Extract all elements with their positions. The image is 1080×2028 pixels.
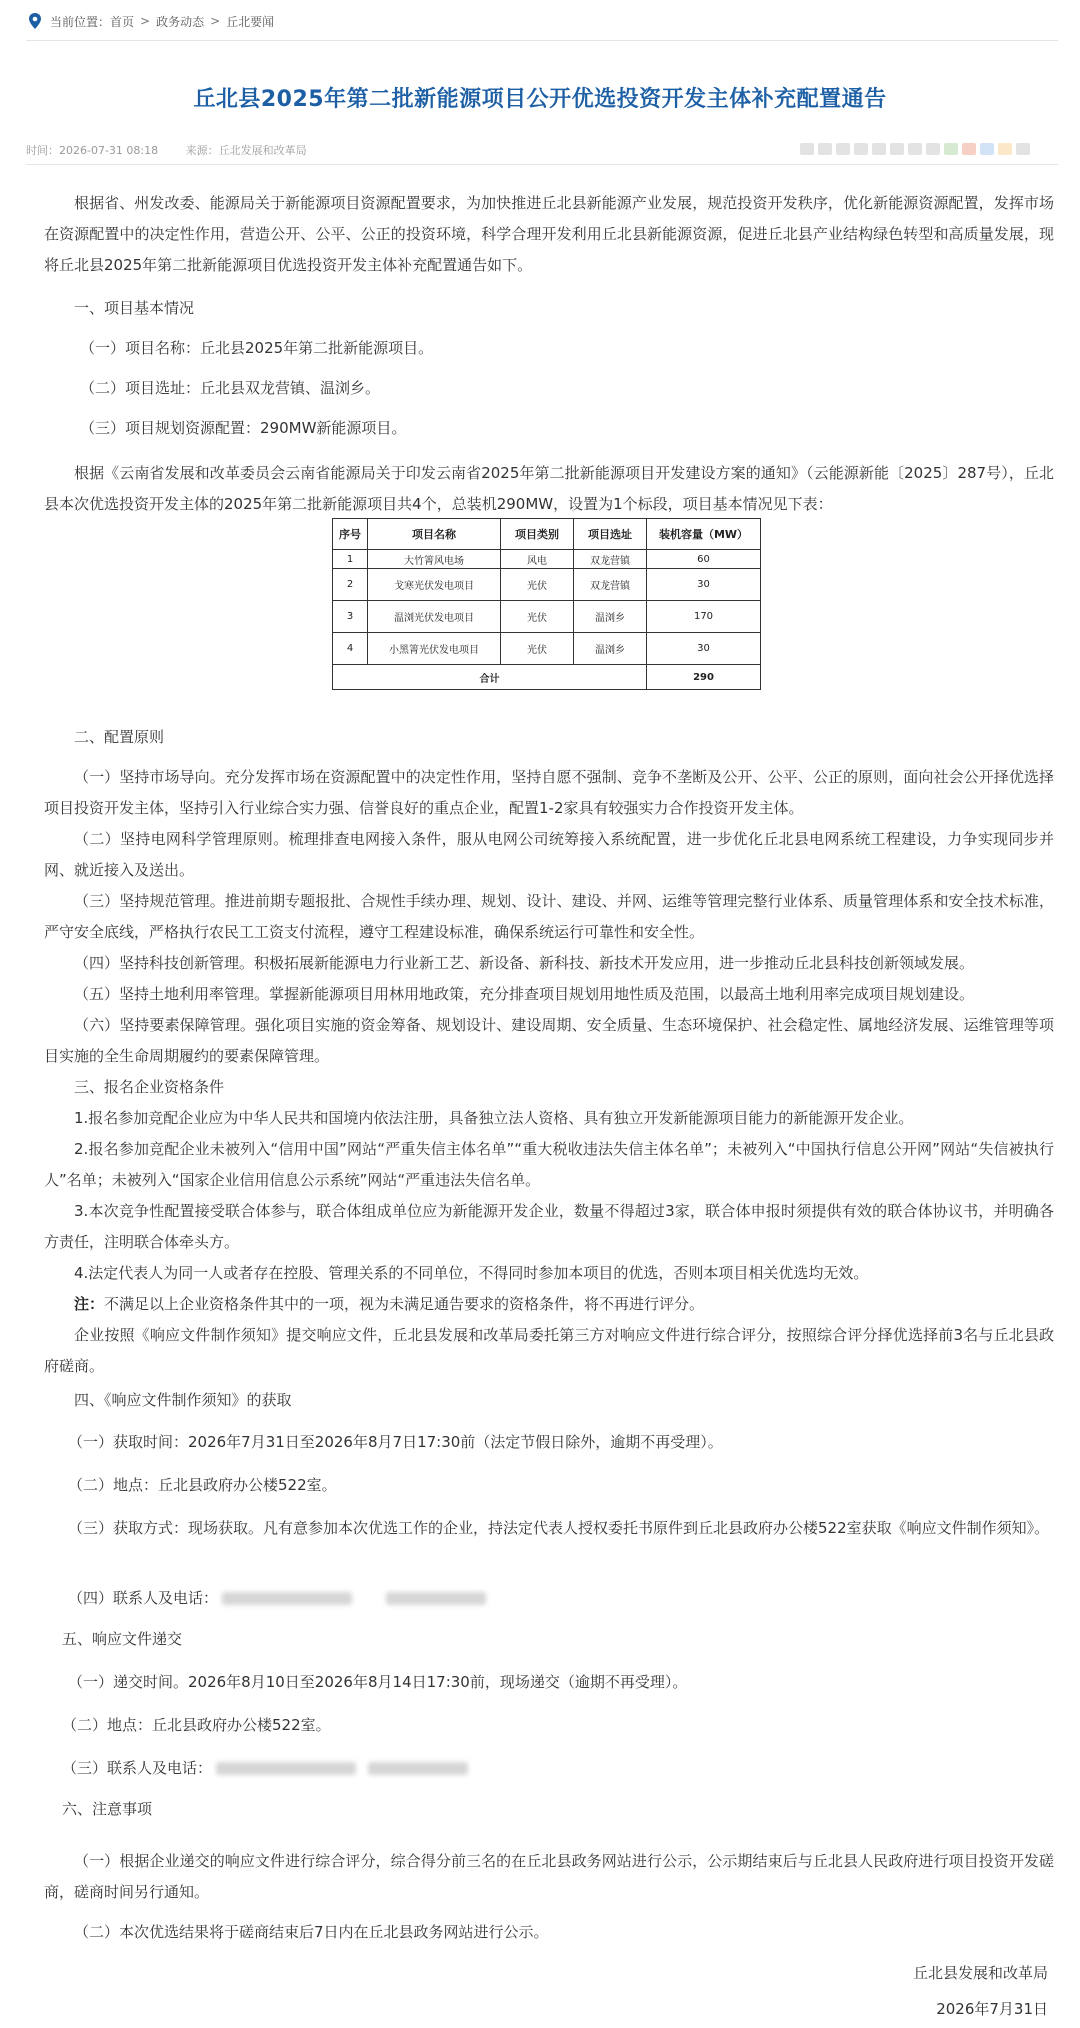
table-cell: 双龙营镇 [574, 569, 647, 601]
breadcrumb-news-link[interactable]: 政务动态 [156, 14, 205, 29]
paragraph: （二）地点：丘北县政府办公楼522室。 [68, 1476, 337, 1494]
paragraph: （三）获取方式：现场获取。凡有意参加本次优选工作的企业，持法定代表人授权委托书原件到丘北县政府办公楼522室获取《响应文件制作须知》。 [68, 1519, 1050, 1537]
page-title: 丘北县2025年第二批新能源项目公开优选投资开发主体补充配置通告 [193, 87, 887, 112]
breadcrumb-home-link[interactable]: 首页 [110, 14, 135, 29]
table-cell: 30 [647, 569, 761, 601]
table-total-row [333, 665, 761, 690]
section-heading: 一、项目基本情况 [74, 299, 195, 317]
table-header: 装机容量（MW） [647, 519, 761, 550]
table-cell: 小黑箐光伏发电项目 [368, 633, 501, 665]
share-icon[interactable] [818, 143, 832, 155]
intro-paragraph: 根据省、州发改委、能源局关于新能源项目资源配置要求，为加快推进丘北县新能源产业发展，规范投资开发秩序，优化新能源资源配置，发挥市场在资源配置中的决定性作用，营造公开、公平、公正的投资环境，科学合理开发利用丘北县新能源资源，促进丘北县产业结构绿色转型和高质量发展，现将丘北县2025年第二批新能源项目优选投资开发主体补充配置通告如下。 [44, 194, 1054, 274]
table-row [333, 569, 761, 601]
share-icon[interactable] [962, 143, 976, 155]
paragraph: （二）坚持电网科学管理原则。梳理排查电网接入条件，服从电网公司统筹接入系统配置，进一步优化丘北县电网系统工程建设，力争实现同步并网、就近接入及送出。 [44, 830, 1054, 879]
paragraph: （二）项目选址：丘北县双龙营镇、温浏乡。 [80, 379, 381, 397]
table-header: 项目类别 [501, 519, 574, 550]
share-icon[interactable] [998, 143, 1012, 155]
paragraph: （一）坚持市场导向。充分发挥市场在资源配置中的决定性作用，坚持自愿不强制、竞争不垄断及公开、公平、公正的原则，面向社会公开择优选择项目投资开发主体，坚持引入行业综合实力强、信誉良好的重点企业，配置1-2家具有较强实力合作投资开发主体。 [44, 768, 1054, 817]
share-icon[interactable] [800, 143, 814, 155]
section-heading: 五、响应文件递交 [62, 1630, 183, 1648]
breadcrumb-label: 当前位置： [50, 14, 111, 29]
contact-paragraph [62, 1753, 1054, 1784]
share-icon[interactable] [908, 143, 922, 155]
redacted-contact [386, 1592, 486, 1605]
project-table [332, 518, 761, 690]
share-icon[interactable] [854, 143, 868, 155]
paragraph: 2.报名参加竞配企业未被列入“信用中国”网站“严重失信主体名单”“重大税收违法失信主体名单”；未被列入“中国执行信息公开网”网站“失信被执行人”名单；未被列入“国家企业信用信息公示系统”网站“严重违法失信名单。 [44, 1140, 1054, 1189]
paragraph: （三）项目规划资源配置：290MW新能源项目。 [80, 419, 407, 437]
table-cell: 1 [333, 550, 368, 569]
paragraph: （一）获取时间：2026年7月31日至2026年8月7日17:30前（法定节假日除外，逾期不再受理）。 [68, 1433, 723, 1451]
table-cell: 光伏 [501, 569, 574, 601]
table-cell: 双龙营镇 [574, 550, 647, 569]
redacted-contact [368, 1762, 468, 1775]
paragraph: （一）递交时间。2026年8月10日至2026年8月14日17:30前，现场递交（逾期不再受理）。 [68, 1673, 688, 1691]
note-paragraph [44, 1289, 1054, 1320]
table-cell: 3 [333, 601, 368, 633]
table-cell: 戈寒光伏发电项目 [368, 569, 501, 601]
table-row [333, 633, 761, 665]
paragraph: （二）地点：丘北县政府办公楼522室。 [62, 1716, 331, 1734]
table-total-label: 合计 [333, 665, 647, 690]
paragraph: 根据《云南省发展和改革委员会云南省能源局关于印发云南省2025年第二批新能源项目开发建设方案的通知》（云能源新能〔2025〕287号），丘北县本次优选投资开发主体的2025年第二批新能源项目共4个，总装机290MW，设置为1个标段，项目基本情况见下表： [44, 464, 1054, 513]
table-header-row [333, 519, 761, 550]
redacted-contact [216, 1762, 356, 1775]
signature-date: 2026年7月31日 [936, 2000, 1048, 2018]
paragraph: 1.报名参加竞配企业应为中华人民共和国境内依法注册，具备独立法人资格、具有独立开发新能源项目能力的新能源开发企业。 [74, 1109, 914, 1127]
table-cell: 温浏光伏发电项目 [368, 601, 501, 633]
note-text: 不满足以上企业资格条件其中的一项，视为未满足通告要求的资格条件，将不再进行评分。 [104, 1295, 705, 1313]
table-cell: 温浏乡 [574, 601, 647, 633]
table-cell: 风电 [501, 550, 574, 569]
breadcrumb-separator: > [210, 14, 221, 28]
section-heading: 二、配置原则 [74, 728, 165, 746]
table-header: 项目选址 [574, 519, 647, 550]
article-source: 来源：丘北发展和改革局 [185, 144, 307, 157]
section-heading: 四、《响应文件制作须知》的获取 [74, 1391, 292, 1409]
table-row [333, 550, 761, 569]
table-header: 序号 [333, 519, 368, 550]
location-pin-icon [28, 13, 42, 29]
paragraph: （一）根据企业递交的响应文件进行综合评分，综合得分前三名的在丘北县政务网站进行公示，公示期结束后与丘北县人民政府进行项目投资开发磋商，磋商时间另行通知。 [44, 1852, 1054, 1901]
paragraph: 3.本次竞争性配置接受联合体参与，联合体组成单位应为新能源开发企业，数量不得超过3家，联合体申报时须提供有效的联合体协议书，并明确各方责任，注明联合体牵头方。 [44, 1202, 1054, 1251]
paragraph: （六）坚持要素保障管理。强化项目实施的资金筹备、规划设计、建设周期、安全质量、生态环境保护、社会稳定性、属地经济发展、运维管理等项目实施的全生命周期履约的要素保障管理。 [44, 1016, 1054, 1065]
breadcrumb-separator: > [140, 14, 151, 28]
paragraph: （四）坚持科技创新管理。积极拓展新能源电力行业新工艺、新设备、新科技、新技术开发应用，进一步推动丘北县科技创新领域发展。 [74, 954, 975, 972]
paragraph: （三）坚持规范管理。推进前期专题报批、合规性手续办理、规划、设计、建设、并网、运维等管理完整行业体系、质量管理体系和安全技术标准，严守安全底线，严格执行农民工工资支付流程，遵守工程建设标准，确保系统运行可靠性和安全性。 [44, 892, 1054, 941]
contact-label: （四）联系人及电话： [68, 1589, 219, 1607]
paragraph: （二）本次优选结果将于磋商结束后7日内在丘北县政务网站进行公示。 [74, 1923, 549, 1941]
share-icon[interactable] [872, 143, 886, 155]
share-icon[interactable] [836, 143, 850, 155]
table-total-value: 290 [647, 665, 761, 690]
note-label: 注： [74, 1295, 105, 1313]
table-row [333, 601, 761, 633]
redacted-contact [222, 1592, 352, 1605]
table-cell: 170 [647, 601, 761, 633]
share-icon[interactable] [980, 143, 994, 155]
table-cell: 光伏 [501, 633, 574, 665]
divider [26, 40, 1058, 41]
breadcrumb-local-news-link[interactable]: 丘北要闻 [226, 14, 275, 29]
paragraph: （五）坚持土地利用率管理。掌握新能源项目用林用地政策，充分排查项目规划用地性质及范围，以最高土地利用率完成项目规划建设。 [74, 985, 975, 1003]
table-cell: 温浏乡 [574, 633, 647, 665]
contact-label: （三）联系人及电话： [62, 1759, 213, 1777]
publish-time: 时间：2026-07-31 08:18 [26, 144, 159, 157]
table-cell: 光伏 [501, 601, 574, 633]
paragraph: 4.法定代表人为同一人或者存在控股、管理关系的不同单位，不得同时参加本项目的优选，否则本项目相关优选均无效。 [74, 1264, 869, 1282]
paragraph: （一）项目名称：丘北县2025年第二批新能源项目。 [80, 339, 434, 357]
share-icon[interactable] [890, 143, 904, 155]
table-cell: 30 [647, 633, 761, 665]
share-bar [800, 143, 1030, 155]
contact-paragraph [68, 1583, 1054, 1614]
table-cell: 4 [333, 633, 368, 665]
table-header: 项目名称 [368, 519, 501, 550]
article-meta [26, 142, 331, 158]
divider [26, 164, 1058, 165]
breadcrumb [28, 10, 274, 32]
section-heading: 六、注意事项 [62, 1800, 153, 1818]
share-icon[interactable] [1016, 143, 1030, 155]
table-cell: 60 [647, 550, 761, 569]
paragraph: 企业按照《响应文件制作须知》提交响应文件，丘北县发展和改革局委托第三方对响应文件进行综合评分，按照综合评分择优选择前3名与丘北县政府磋商。 [44, 1326, 1054, 1375]
share-icon[interactable] [926, 143, 940, 155]
share-icon[interactable] [944, 143, 958, 155]
table-cell: 2 [333, 569, 368, 601]
section-heading: 三、报名企业资格条件 [74, 1078, 225, 1096]
signature-org: 丘北县发展和改革局 [912, 1964, 1048, 1982]
table-cell: 大竹箐风电场 [368, 550, 501, 569]
